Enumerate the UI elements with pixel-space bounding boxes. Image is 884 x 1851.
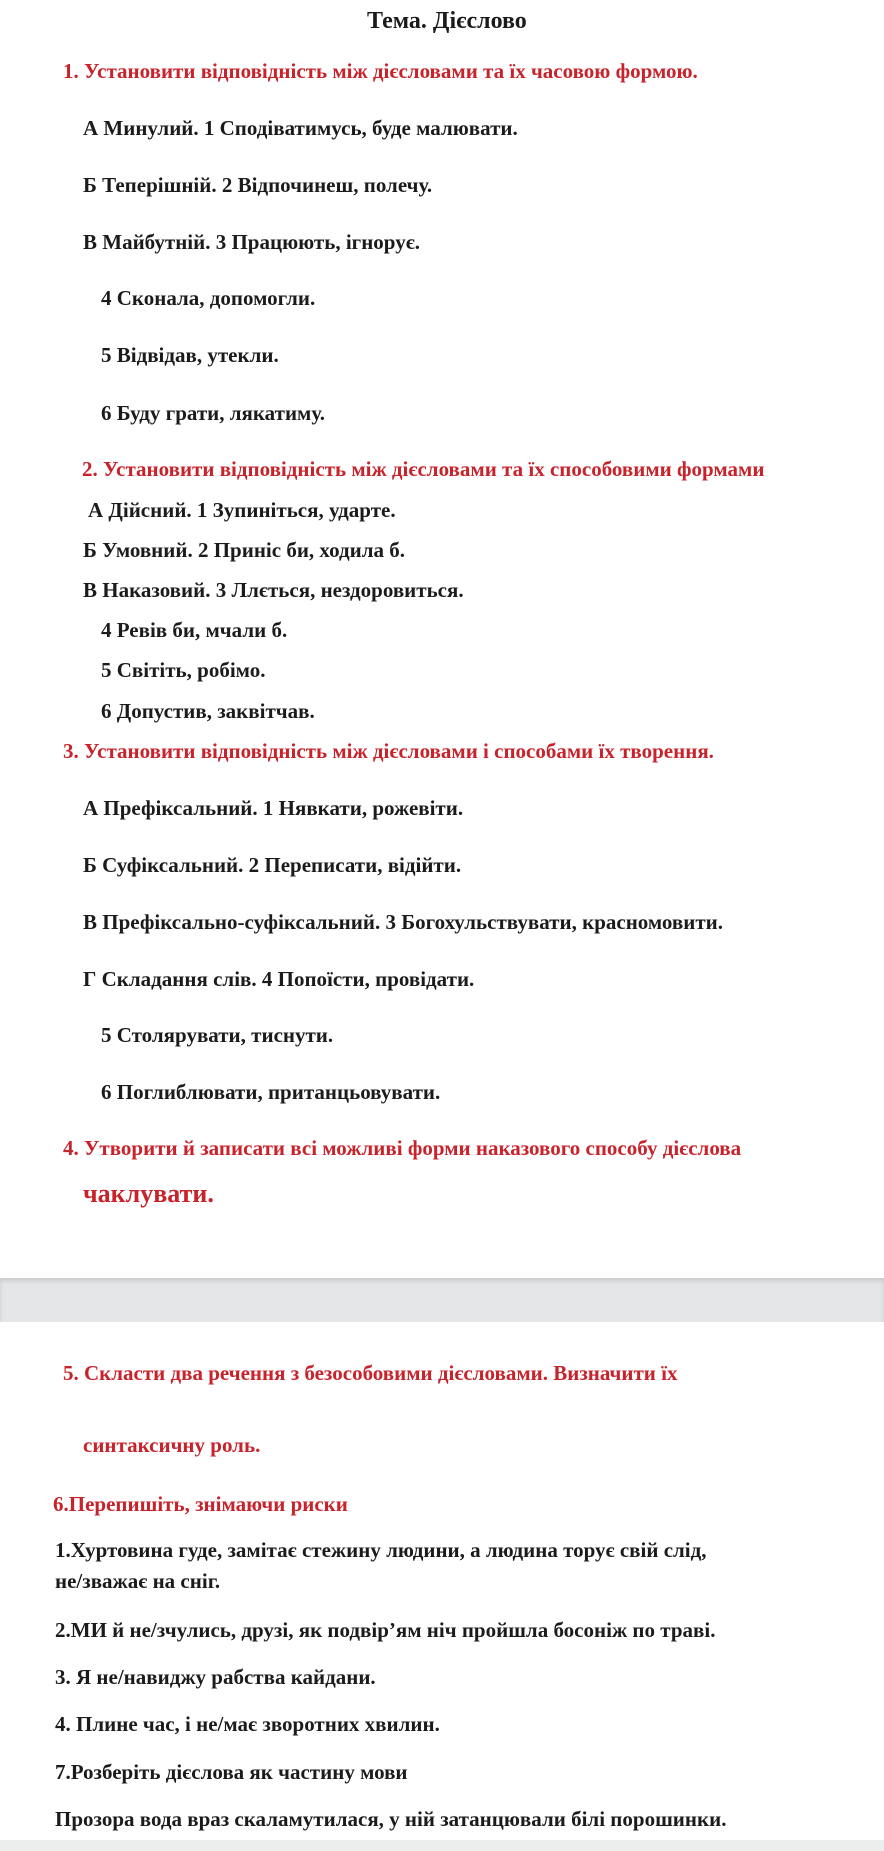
task-3-line: В Префіксально-суфіксальний. 3 Богохульствувати, красномовити. bbox=[83, 910, 724, 934]
page-title: Тема. Дієслово bbox=[367, 8, 527, 34]
task-3-line: 5 Столярувати, тиснути. bbox=[101, 1023, 334, 1047]
page-bottom-edge bbox=[0, 1840, 884, 1851]
task-2-line: 6 Допустив, заквітчав. bbox=[101, 699, 315, 723]
task-2-line: 5 Світіть, робімо. bbox=[101, 658, 266, 682]
task-4-heading: 4. Утворити й записати всі можливі форми наказового способу дієслова bbox=[63, 1136, 742, 1160]
task-3-line: А Префіксальний. 1 Нявкати, рожевіти. bbox=[83, 796, 464, 820]
task-1-line: 5 Відвідав, утекли. bbox=[101, 343, 279, 367]
task-1-line: 6 Буду грати, лякатиму. bbox=[101, 401, 325, 425]
task-5-heading-cont: синтаксичну роль. bbox=[83, 1433, 261, 1457]
task-1-heading: 1. Установити відповідність між дієсловами та їх часовою формою. bbox=[63, 59, 698, 83]
task-2-line: 4 Ревів би, мчали б. bbox=[101, 618, 288, 642]
task-7-sentence: Прозора вода враз скаламутилася, у ній затанцювали білі порошинки. bbox=[55, 1807, 727, 1831]
task-3-line: 6 Поглиблювати, пританцьовувати. bbox=[101, 1080, 441, 1104]
task-1-line: 4 Сконала, допомогли. bbox=[101, 286, 316, 310]
task-6-item: 1.Хуртовина гуде, замітає стежину людини, а людина торує свій слід, bbox=[55, 1538, 707, 1562]
task-4-word: чаклувати. bbox=[83, 1179, 214, 1208]
task-2-line: Б Умовний. 2 Приніс би, ходила б. bbox=[83, 538, 406, 562]
task-2-heading: 2. Установити відповідність між дієсловами та їх способовими формами bbox=[82, 457, 765, 481]
task-2-line: В Наказовий. 3 Ллється, нездоровиться. bbox=[83, 578, 464, 602]
task-1-line: Б Теперішній. 2 Відпочинеш, полечу. bbox=[83, 173, 433, 197]
task-5-heading: 5. Скласти два речення з безособовими дієсловами. Визначити їх bbox=[63, 1361, 678, 1385]
page-separator bbox=[0, 1278, 884, 1322]
task-3-line: Г Складання слів. 4 Попоїсти, провідати. bbox=[83, 967, 475, 991]
task-1-line: В Майбутній. 3 Працюють, ігнорує. bbox=[83, 230, 421, 254]
task-6-item: 4. Плине час, і не/має зворотних хвилин. bbox=[55, 1712, 440, 1736]
task-7-heading: 7.Розберіть дієслова як частину мови bbox=[55, 1760, 408, 1784]
task-3-line: Б Суфіксальний. 2 Переписати, відійти. bbox=[83, 853, 462, 877]
task-6-heading: 6.Перепишіть, знімаючи риски bbox=[53, 1492, 348, 1516]
task-3-heading: 3. Установити відповідність між дієсловами і способами їх творення. bbox=[63, 739, 714, 763]
task-6-item: 3. Я не/навиджу рабства кайдани. bbox=[55, 1665, 376, 1689]
task-2-line: А Дійсний. 1 Зупиніться, ударте. bbox=[88, 498, 396, 522]
task-6-item: 2.МИ й не/зчулись, друзі, як подвір’ям ніч пройшла босоніж по траві. bbox=[55, 1618, 716, 1642]
task-1-line: А Минулий. 1 Сподіватимусь, буде малювати. bbox=[83, 116, 518, 140]
task-6-item-cont: не/зважає на сніг. bbox=[55, 1569, 221, 1593]
